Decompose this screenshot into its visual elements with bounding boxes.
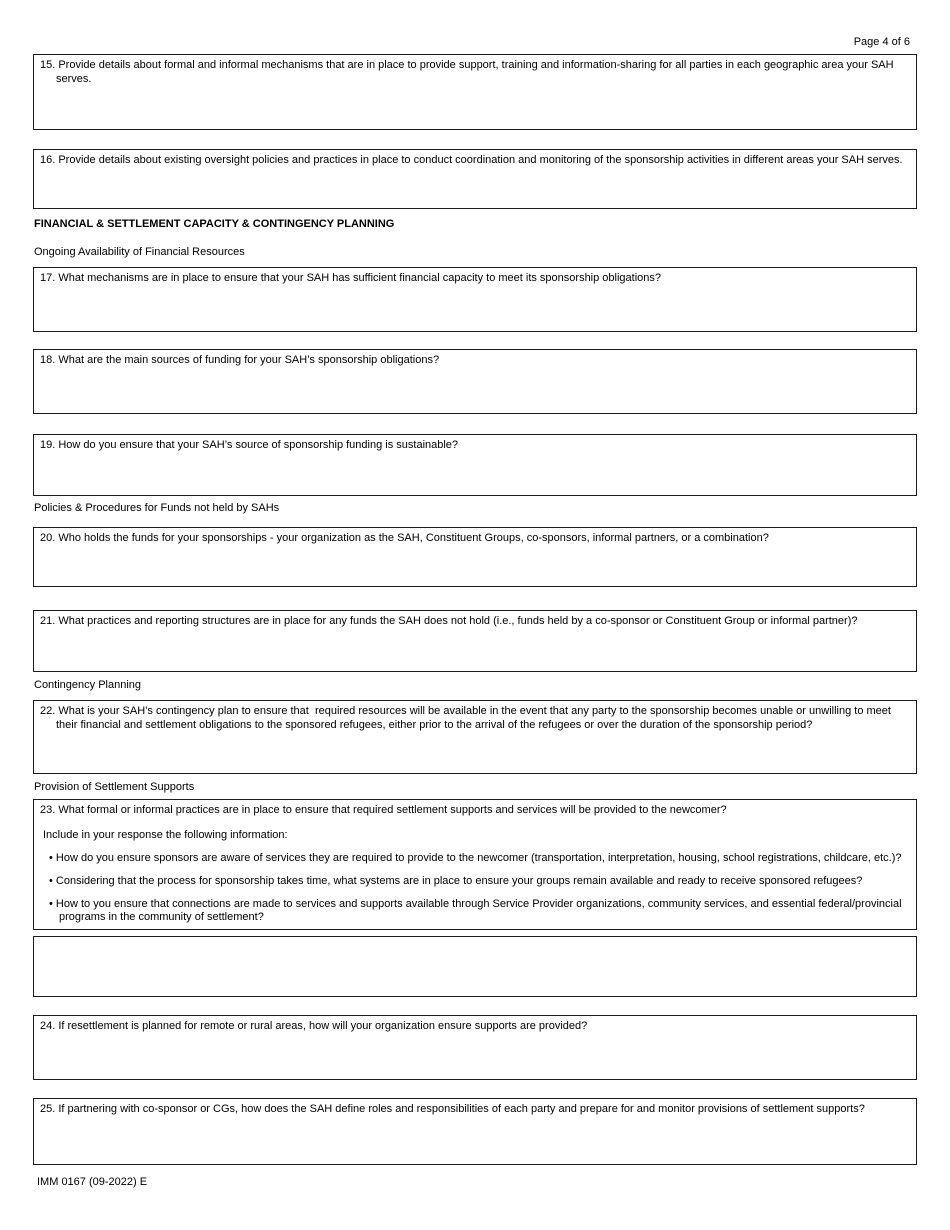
- question-18-text: 18. What are the main sources of funding for your SAH’s sponsorship obligations?: [40, 354, 440, 366]
- subsection-provision-settlement-supports: Provision of Settlement Supports: [34, 781, 195, 793]
- question-23-text: 23. What formal or informal practices are in place to ensure that required settlement supports and services will be provided to the newcomer?: [40, 804, 727, 816]
- question-16-box[interactable]: [33, 149, 917, 209]
- section-title-financial-settlement: FINANCIAL & SETTLEMENT CAPACITY & CONTINGENCY PLANNING: [34, 218, 395, 230]
- question-19-box[interactable]: [33, 434, 917, 496]
- question-17-text: 17. What mechanisms are in place to ensure that your SAH has sufficient financial capacity to meet its sponsorship obligations?: [40, 272, 662, 284]
- page-number: Page 4 of 6: [853, 36, 910, 48]
- question-22-text: 22. What is your SAH’s contingency plan to ensure that required resources will be available in the event that any party to the sponsorship becomes unable or unwilling to meet their financial and settlement obligations to the sponsored refugees, either prior to the arrival of the refugees or over the duration of the sponsorship period?: [40, 705, 895, 731]
- question-22-box[interactable]: [33, 700, 917, 774]
- question-23-intro: Include in your response the following information:: [43, 829, 288, 841]
- question-18-box[interactable]: [33, 349, 917, 414]
- question-15-box[interactable]: [33, 54, 917, 130]
- question-15-text: 15. Provide details about formal and informal mechanisms that are in place to provide support, training and information-sharing for all parties in each geographic area your SAH serves.: [40, 59, 897, 85]
- question-23-bullet-1: • How do you ensure sponsors are aware of services they are required to provide to the newcomer (transportation, interpretation, housing, school registrations, childcare, etc.)?: [49, 852, 902, 864]
- question-20-box[interactable]: [33, 527, 917, 587]
- question-25-box[interactable]: [33, 1098, 917, 1165]
- question-23-answer-box[interactable]: [33, 936, 917, 997]
- subsection-policies-funds: Policies & Procedures for Funds not held by SAHs: [34, 502, 280, 514]
- question-21-box[interactable]: [33, 610, 917, 672]
- subsection-contingency-planning: Contingency Planning: [34, 679, 142, 691]
- question-23-bullet-3: • How to you ensure that connections are made to services and supports available through Service Provider organizations, community services, and essential federal/provincial programs in the community of settlement?: [49, 898, 902, 923]
- question-24-box[interactable]: [33, 1015, 917, 1080]
- form-number: IMM 0167 (09-2022) E: [37, 1176, 148, 1188]
- question-19-text: 19. How do you ensure that your SAH’s source of sponsorship funding is sustainable?: [40, 439, 459, 451]
- question-16-text: 16. Provide details about existing oversight policies and practices in place to conduct coordination and monitoring of the sponsorship activities in different areas your SAH serves.: [40, 154, 903, 166]
- question-21-text: 21. What practices and reporting structures are in place for any funds the SAH does not hold (i.e., funds held by a co-sponsor or Constituent Group or informal partner)?: [40, 615, 858, 627]
- question-17-box[interactable]: [33, 267, 917, 332]
- question-23-bullet-2: • Considering that the process for sponsorship takes time, what systems are in place to ensure your groups remain available and ready to receive sponsored refugees?: [49, 875, 863, 887]
- question-23-box: [33, 799, 917, 930]
- question-24-text: 24. If resettlement is planned for remote or rural areas, how will your organization ensure supports are provided?: [40, 1020, 588, 1032]
- question-25-text: 25. If partnering with co-sponsor or CGs, how does the SAH define roles and responsibilities of each party and prepare for and monitor provisions of settlement supports?: [40, 1103, 865, 1115]
- subsection-ongoing-availability: Ongoing Availability of Financial Resources: [34, 246, 245, 258]
- question-20-text: 20. Who holds the funds for your sponsorships - your organization as the SAH, Constituent Groups, co-sponsors, informal partners, or a combination?: [40, 532, 769, 544]
